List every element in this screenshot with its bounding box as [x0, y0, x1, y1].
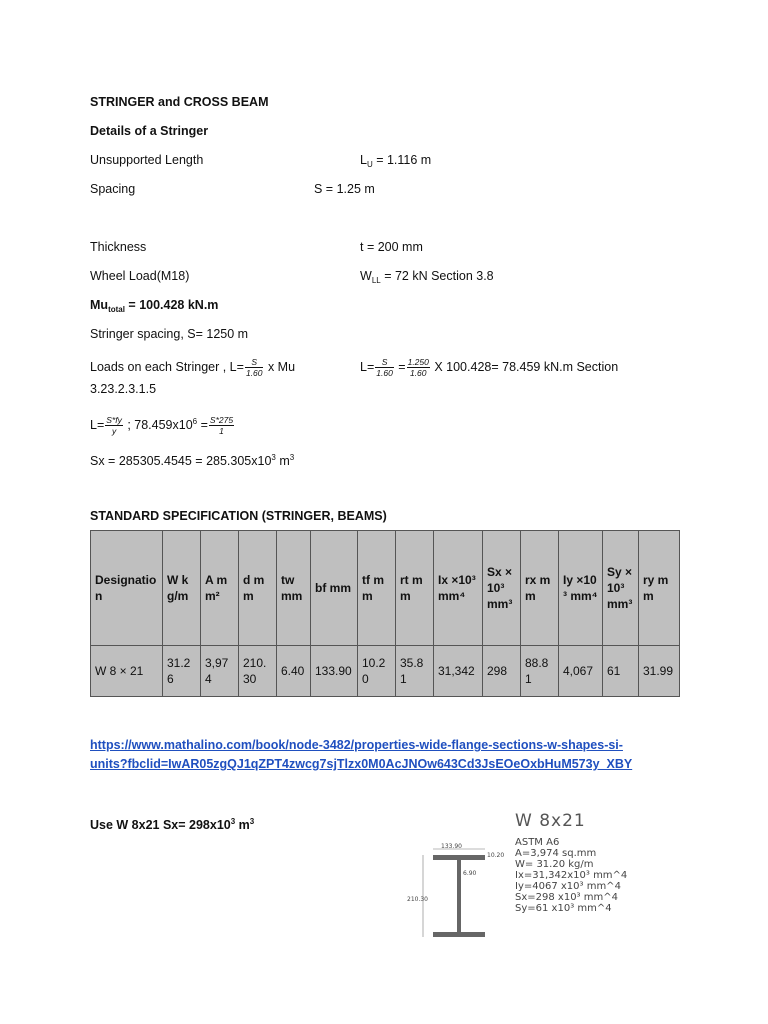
property-line: Iy=4067 x10³ mm^4 — [515, 881, 621, 892]
header-cell: ry mm — [639, 531, 680, 646]
table-cell: 61 — [603, 646, 639, 697]
property-line: W= 31.20 kg/m — [515, 859, 594, 870]
property-line: A=3,974 sq.mm — [515, 848, 597, 859]
table-cell: 35.81 — [396, 646, 434, 697]
table-cell: 3,974 — [201, 646, 239, 697]
property-line: Sy=61 x10³ mm^4 — [515, 903, 612, 914]
spacing-value: S = 1.25 m — [314, 182, 375, 196]
reference-link-line-1[interactable]: https://www.mathalino.com/book/node-3482/properties-wide-flange-sections-w-shapes-si- — [90, 738, 623, 752]
table-cell: 10.20 — [358, 646, 396, 697]
fraction: $\frac{1.250}{1.60}$ — [407, 357, 429, 378]
header-cell: W kg/m — [163, 531, 201, 646]
reference-link-line-2[interactable]: units?fbclid=IwAR05zgQJ1qZPT4zwcg7sjTlzx0M0AcJNOw643Cd3JsEOeOxbHuM573y_XBY — [90, 757, 633, 771]
header-cell: d mm — [239, 531, 277, 646]
header-cell: Sy ×10³ mm³ — [603, 531, 639, 646]
wheel-load-label: Wheel Load(M18) — [90, 269, 190, 283]
fraction: $\frac{S*275}{1}$ — [209, 415, 234, 437]
wheel-load-value: $W_{LL} = 72$ kN Section 3.8 — [360, 269, 494, 285]
web — [457, 860, 461, 932]
header-cell: tf mm — [358, 531, 396, 646]
table-cell: 298 — [483, 646, 521, 697]
header-cell: A mm² — [201, 531, 239, 646]
table-header-row — [91, 531, 680, 646]
figure-properties — [515, 837, 627, 914]
mu-total: $Mu_{total} = 100.428$ kN.m — [90, 298, 219, 314]
table-cell: W 8 × 21 — [91, 646, 163, 697]
header-cell: Sx ×10³ mm³ — [483, 531, 521, 646]
table-cell: 31.99 — [639, 646, 680, 697]
section-reference: 3.23.2.3.1.5 — [90, 382, 157, 396]
header-cell: Iy ×10³ mm⁴ — [559, 531, 603, 646]
table-cell: 133.90 — [311, 646, 358, 697]
use-section: Use W 8x21 $Sx= 298x10^3$ $m^3$ — [90, 817, 255, 832]
property-line: Sx=298 x10³ mm^4 — [515, 892, 618, 903]
loads-each-stringer: Loads on each Stringer , L= $\frac{S}{1.60}$ x Mu — [90, 357, 296, 378]
thickness-label: Thickness — [90, 240, 147, 254]
section-figure — [405, 805, 640, 935]
property-line: ASTM A6 — [515, 837, 560, 848]
stringer-spacing: Stringer spacing, S= 1250 m — [90, 327, 249, 341]
fraction: $\frac{S}{1.60}$ — [245, 357, 263, 378]
l-formula: L= $\frac{S*fy}{y}$ ; $78.459x10^6$ = $\frac{S*275}{1}$ — [90, 415, 234, 437]
sx-result: $Sx = 285305.4545 = 285.305x10^3$ $m^3$ — [90, 453, 295, 468]
header-cell: rx mm — [521, 531, 559, 646]
table-cell: 210.30 — [239, 646, 277, 697]
spec-table — [90, 530, 680, 697]
table-cell: 88.81 — [521, 646, 559, 697]
unsupported-length-label: Unsupported Length — [90, 153, 204, 167]
tf-dimension-label: 10.20 — [487, 852, 505, 859]
standard-spec-heading: STANDARD SPECIFICATION (STRINGER, BEAMS) — [90, 509, 387, 523]
table-cell: 31.26 — [163, 646, 201, 697]
stringer-details-heading: Details of a Stringer — [90, 124, 209, 138]
table-row — [91, 646, 680, 697]
spacing-label: Spacing — [90, 182, 136, 196]
d-dimension-label: 210.30 — [407, 896, 428, 903]
thickness-value: t = 200 mm — [360, 240, 423, 254]
table-cell: 4,067 — [559, 646, 603, 697]
unsupported-length-value: $L_U = 1.116$ m — [360, 153, 432, 169]
header-cell: tw mm — [277, 531, 311, 646]
header-cell: bf mm — [311, 531, 358, 646]
tw-dimension-label: 6.90 — [463, 870, 477, 877]
header-cell: Ix ×10³ mm⁴ — [434, 531, 483, 646]
i-beam-drawing — [405, 835, 505, 945]
header-cell: Designation — [91, 531, 163, 646]
table-cell: 6.40 — [277, 646, 311, 697]
page-heading: STRINGER and CROSS BEAM — [90, 95, 269, 109]
header-cell: rt mm — [396, 531, 434, 646]
figure-title: W 8x21 — [515, 811, 586, 831]
fraction: $\frac{S*fy}{y}$ — [106, 415, 122, 437]
top-flange — [433, 855, 485, 860]
fraction: $\frac{S}{1.60}$ — [376, 357, 393, 378]
bottom-flange — [433, 932, 485, 937]
loads-calculation: L= $\frac{S}{1.60}$ = $\frac{1.250}{1.60}$ X 100.428= 78.459 kN.m Section — [360, 357, 619, 378]
bf-dimension-label: 133.90 — [441, 843, 462, 850]
table-cell: 31,342 — [434, 646, 483, 697]
property-line: Ix=31,342x10³ mm^4 — [515, 870, 628, 881]
